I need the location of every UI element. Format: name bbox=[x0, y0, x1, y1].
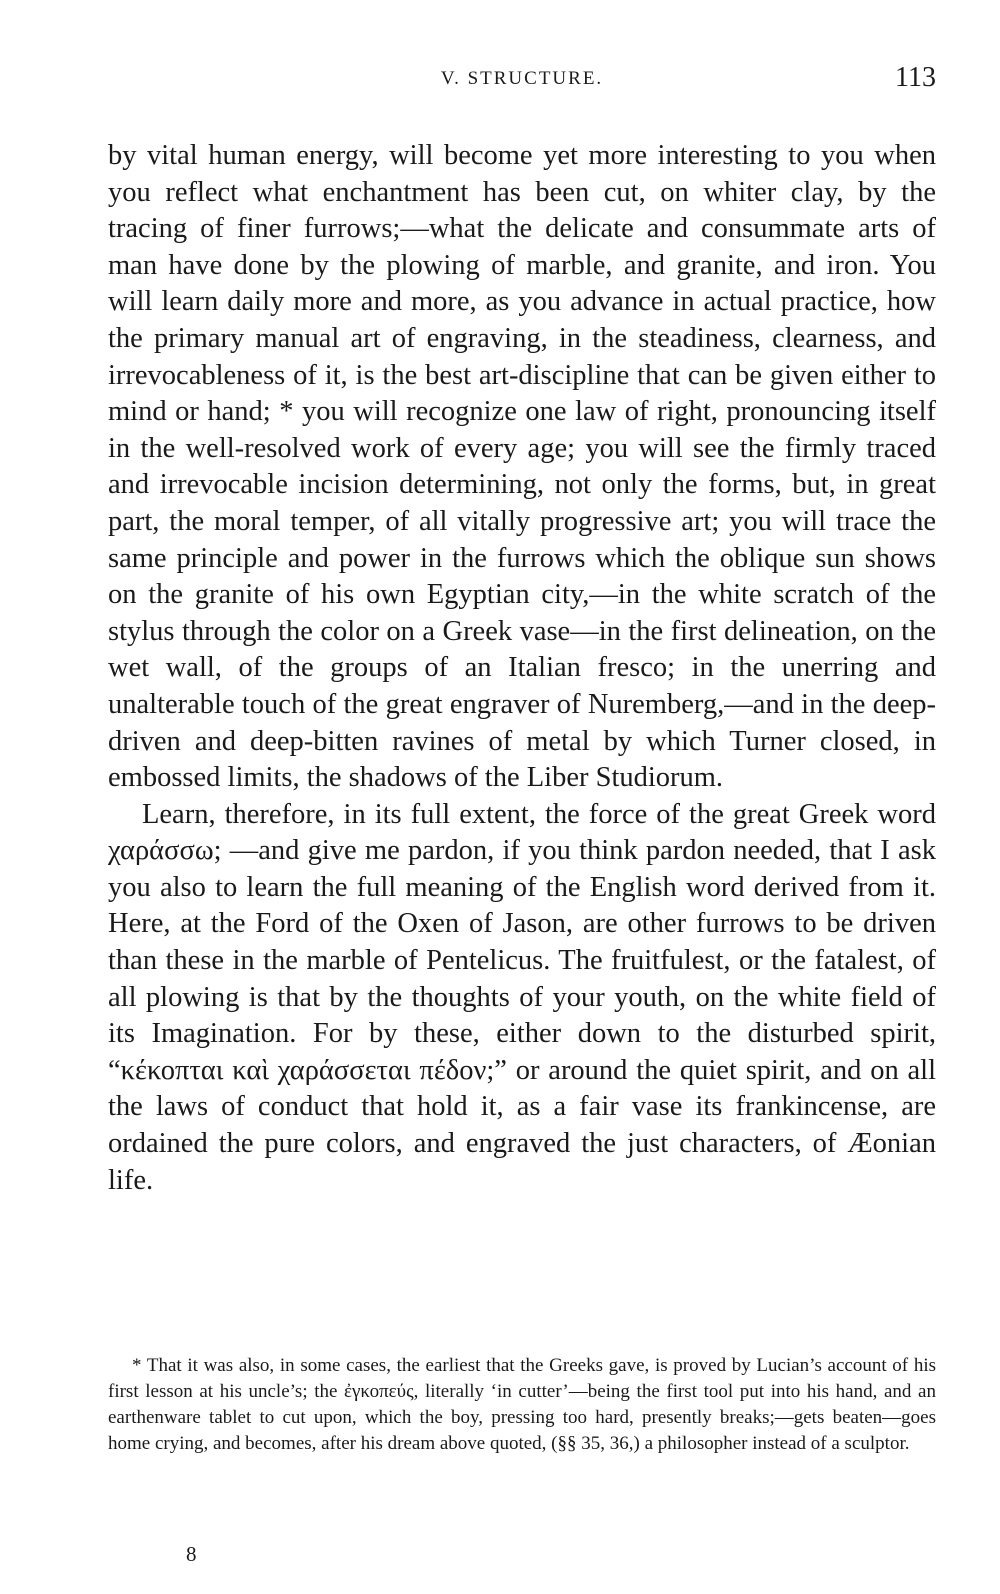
page-header bbox=[108, 62, 936, 102]
paragraph: by vital human energy, will become yet more interesting to you when you reflect what enchantment has been cut, on whiter clay, by the tracing of finer furrows;—what the delicate and consummate arts of man have done by the plowing of marble, and granite, and iron. You will learn daily more and more, as you advance in actual practice, how the primary manual art of engraving, in the steadiness, clearness, and irrevocableness of it, is the best art-discipline that can be given either to mind or hand; * you will recognize one law of right, pronouncing itself in the well-resolved work of every age; you will see the firmly traced and irrevocable incision determining, not only the forms, but, in great part, the moral temper, of all vitally progressive art; you will trace the same principle and power in the furrows which the oblique sun shows on the granite of his own Egyptian city,—in the white scratch of the stylus through the color on a Greek vase—in the first delineation, on the wet wall, of the groups of an Italian fresco; in the unerring and unalterable touch of the great engraver of Nuremberg,—and in the deep-driven and deep-bitten ravines of metal by which Turner closed, in embossed limits, the shadows of the Liber Studiorum. bbox=[108, 140, 936, 794]
signature-mark: 8 bbox=[186, 1542, 197, 1566]
running-title: V. STRUCTURE. bbox=[440, 68, 604, 89]
page-number: 113 bbox=[895, 62, 936, 93]
body-text bbox=[108, 138, 936, 1199]
paragraph: Learn, therefore, in its full extent, the force of the great Greek word χαράσσω; —and give me pardon, if you think pardon needed, that I ask you also to learn the full meaning of the English word derived from it. Here, at the Ford of the Oxen of Jason, are other furrows to be driven than these in the marble of Pentelicus. The fruitfulest, or the fatalest, of all plowing is that by the thoughts of your youth, on the white field of its Imagination. For by these, either down to the disturbed spirit, “κέκοπται καὶ χαράσσεται πέδον;” or around the quiet spirit, and on all the laws of conduct that hold it, as a fair vase its frankincense, are ordained the pure colors, and engraved the just characters, of Æonian life. bbox=[108, 798, 936, 1196]
footnote: * That it was also, in some cases, the earliest that the Greeks gave, is proved by Lucian’s account of his first lesson at his uncle’s; the ἐγκοπεύς, literally ‘in cutter’—being the first tool put into his hand, and an earthenware tablet to cut upon, which the boy, pressing too hard, presently breaks;—gets beaten—goes home crying, and becomes, after his dream above quoted, (§§ 35, 36,) a philosopher instead of a sculptor. bbox=[108, 1355, 936, 1454]
